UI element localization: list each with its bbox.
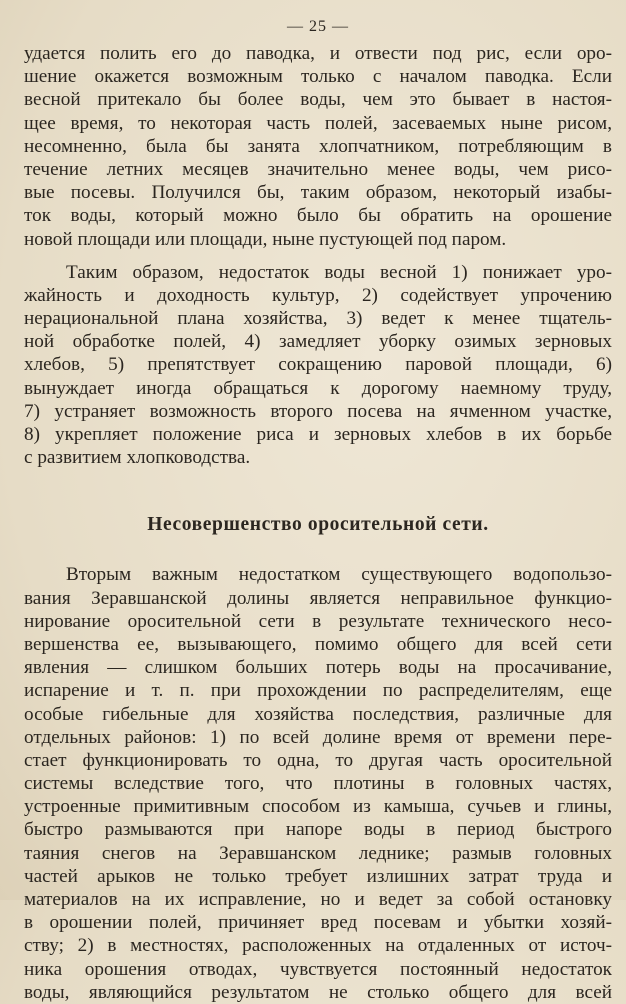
text-line: щее время, то некоторая часть полей, засеваемых ныне рисом,: [24, 112, 612, 134]
text-line: весной притекало бы более воды, чем это бывает в настоя-: [24, 89, 612, 111]
text-line: явления — слишком больших потерь воды на просачивание,: [24, 657, 612, 679]
text-line: Таким образом, недостаток воды весной 1) понижает уро-: [66, 261, 612, 283]
page-number: — 25 —: [287, 18, 349, 35]
text-line: отдельных районов: 1) по всей долине время от времени пере-: [24, 726, 612, 748]
text-line: воды, являющийся результатом не столько общего для всей: [24, 981, 612, 1003]
text-line: в орошении полей, причиняет вред посевам и убытки хозяй-: [24, 912, 612, 934]
text-line: таяния снегов на Зеравшанском леднике; размыв головных: [24, 842, 612, 864]
section-heading: Несовершенство оросительной сети.: [147, 514, 489, 536]
text-line: особые гибельные для хозяйства последствия, различные для: [24, 703, 612, 725]
text-line: с развитием хлопководства.: [24, 447, 251, 469]
text-line: вынуждает иногда обращаться к дорогому наемному труду,: [24, 377, 612, 399]
text-line: быстро размываются при напоре воды в период быстрого: [24, 819, 612, 841]
paragraph-2: [24, 261, 612, 470]
text-line: жайность и доходность культур, 2) содействует упрочению: [24, 284, 612, 306]
text-line: ной обработке полей, 4) замедляет уборку озимых зерновых: [24, 331, 612, 353]
text-line: материалов на их исправление, но и ведет за собой остановку: [24, 889, 612, 910]
text-line: вые посевы. Получился бы, таким образом, некоторый изабы-: [24, 182, 612, 204]
text-line: стает функционировать то одна, то другая часть оросительной: [24, 749, 612, 771]
text-line: Вторым важным недостатком существующего водопользо-: [66, 564, 612, 586]
paragraph-3: [24, 563, 612, 1004]
text-line: хлебов, 5) препятствует сокращению паровой площади, 6): [24, 354, 612, 376]
text-line: течение летних месяцев значительно менее воды, чем рисо-: [24, 158, 612, 180]
text-line: испарение и т. п. при прохождении по распределителям, еще: [24, 680, 612, 702]
text-line: удается полить его до паводка, и отвести под рис, если оро-: [24, 43, 612, 64]
text-line: нерациональной плана хозяйства, 3) ведет к менее тщатель-: [24, 308, 612, 330]
text-line: новой площади или площади, ныне пустующей под паром.: [24, 228, 507, 250]
text-line: ника орошения отводах, чувствуется постоянный недостаток: [24, 958, 612, 980]
text-line: вершенства ее, вызывающего, помимо общего для всей сети: [24, 633, 612, 655]
text-line: системы вследствие того, что плотины в головных частях,: [24, 773, 612, 795]
text-line: 7) устраняет возможность второго посева на ячменном участке,: [24, 400, 612, 422]
text-line: несомненно, была бы занята хлопчатником, потребляющим в: [24, 135, 612, 157]
text-line: 8) укрепляет положение риса и зерновых хлебов в их борьбе: [24, 424, 612, 445]
text-line: устроенные примитивным способом из камыша, сучьев и глины,: [24, 796, 612, 818]
text-line: вания Зеравшанской долины является неправильное функцио-: [24, 587, 612, 609]
text-line: ток воды, который можно было бы обратить на орошение: [24, 205, 612, 227]
text-line: ству; 2) в местностях, расположенных на отдаленных от источ-: [24, 935, 612, 957]
text-line: частей арыков не только требует излишних затрат труда и: [24, 865, 612, 887]
text-line: нирование оросительной сети в результате технического несо-: [24, 610, 612, 632]
paragraph-1: [24, 42, 612, 251]
text-line: шение окажется возможным только с началом паводка. Если: [24, 66, 612, 88]
